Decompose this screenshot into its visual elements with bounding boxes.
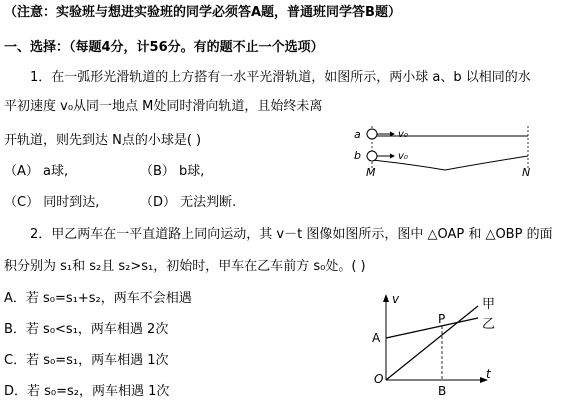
label-b: b — [354, 149, 361, 162]
label-v0-a: v₀ — [398, 129, 408, 140]
q1-option-d: （D） 无法判断. — [140, 195, 237, 210]
label-jia: 甲 — [482, 297, 496, 312]
label-O: O — [374, 372, 384, 386]
label-A: A — [372, 331, 381, 345]
label-P: P — [438, 312, 446, 326]
q1-option-a: （A） a球, — [4, 164, 69, 179]
q1-line1: 1．在一弧形光滑轨道的上方搭有一水平光滑轨道，如图所示，两小球 a、b 以相同的水 — [30, 70, 531, 85]
label-N: N — [522, 166, 531, 178]
instruction-note: （注意：实验班与想进实验班的同学必须答A题，普通班同学答B题） — [4, 5, 401, 20]
q2-option-a: A．若 s₀=s₁+s₂，两车不会相遇 — [4, 291, 192, 306]
label-t: t — [486, 367, 491, 381]
q1-option-b: （B） b球, — [140, 164, 205, 179]
q2-line1: 2．甲乙两车在一平直道路上同向运动，其 v－t 图像如图所示，图中 △OAP 和 △OBP 的面 — [30, 227, 553, 242]
q2-option-b: B．若 s₀<s₁，两车相遇 2次 — [4, 322, 169, 337]
q1-option-c: （C） 同时到达, — [4, 195, 100, 210]
q2-vt-graph — [370, 292, 520, 402]
label-a: a — [354, 128, 361, 141]
q1-line2: 平初速度 v₀从同一地点 M处同时滑向轨道，且始终未离 — [4, 99, 323, 114]
label-v: v — [392, 292, 400, 306]
q2-option-c: C．若 s₀=s₁，两车相遇 1次 — [4, 353, 169, 368]
section-title: 一、选择：（每题4分，计56分。有的题不止一个选项） — [4, 40, 324, 55]
label-v0-b: v₀ — [398, 151, 408, 162]
q1-line3: 开轨道，则先到达 N点的小球是( ) — [4, 133, 202, 148]
label-B: B — [438, 384, 447, 398]
q2-option-d: D．若 s₀=s₂，两车相遇 1次 — [4, 384, 170, 399]
label-M: M — [366, 166, 376, 178]
q1-track-figure — [350, 122, 550, 178]
q2-line2: 积分别为 s₁和 s₂且 s₂>s₁，初始时，甲车在乙车前方 s₀处。( ) — [4, 259, 366, 274]
label-yi: 乙 — [482, 317, 496, 332]
